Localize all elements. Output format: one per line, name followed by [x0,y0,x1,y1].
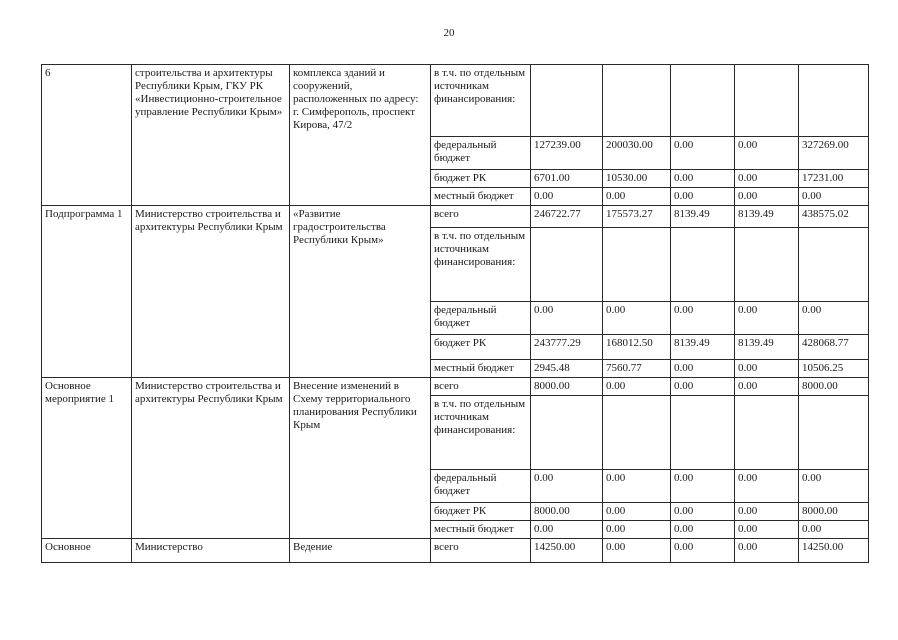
amount-cell: 127239.00 [531,137,603,170]
amount-cell: 8000.00 [531,378,603,396]
group-name: Внесение изменений в Схему территориального планирования Республики Крым [290,378,431,539]
funding-source: местный бюджет [431,360,531,378]
financing-table [41,64,869,563]
group-name: Ведение [290,539,431,563]
funding-source: федеральный бюджет [431,302,531,335]
funding-source: федеральный бюджет [431,470,531,503]
amount-cell: 0.00 [603,470,671,503]
amount-cell: 2945.48 [531,360,603,378]
amount-cell: 0.00 [735,470,799,503]
amount-cell: 438575.02 [799,206,869,228]
amount-cell: 0.00 [603,503,671,521]
table-row [42,206,869,228]
amount-cell [531,396,603,470]
funding-source: в т.ч. по отдельным источникам финансирования: [431,65,531,137]
amount-cell: 0.00 [671,521,735,539]
group-code: Подпрограмма 1 [42,206,132,378]
amount-cell: 0.00 [531,302,603,335]
amount-cell: 175573.27 [603,206,671,228]
amount-cell: 200030.00 [603,137,671,170]
group-executor: Министерство строительства и архитектуры Республики Крым [132,206,290,378]
amount-cell: 0.00 [735,302,799,335]
amount-cell: 428068.77 [799,335,869,360]
amount-cell: 8000.00 [799,378,869,396]
amount-cell: 17231.00 [799,170,869,188]
table-row [42,378,869,396]
amount-cell: 0.00 [735,360,799,378]
funding-source: всего [431,539,531,563]
amount-cell: 7560.77 [603,360,671,378]
funding-source: в т.ч. по отдельным источникам финансирования: [431,228,531,302]
table-row [42,65,869,137]
amount-cell: 168012.50 [603,335,671,360]
table-row [42,539,869,563]
amount-cell: 0.00 [671,170,735,188]
amount-cell [531,65,603,137]
amount-cell: 0.00 [735,137,799,170]
amount-cell: 0.00 [735,378,799,396]
amount-cell: 0.00 [603,302,671,335]
amount-cell: 0.00 [531,521,603,539]
group-executor: Министерство строительства и архитектуры Республики Крым [132,378,290,539]
amount-cell: 8139.49 [671,206,735,228]
funding-source: в т.ч. по отдельным источникам финансирования: [431,396,531,470]
amount-cell: 0.00 [735,521,799,539]
page-number: 20 [443,27,455,39]
amount-cell [603,228,671,302]
amount-cell: 0.00 [671,539,735,563]
amount-cell: 0.00 [603,521,671,539]
amount-cell: 0.00 [735,503,799,521]
funding-source: местный бюджет [431,521,531,539]
amount-cell: 0.00 [531,470,603,503]
group-name: «Развитие градостроительства Республики Крым» [290,206,431,378]
amount-cell: 8139.49 [671,335,735,360]
amount-cell: 0.00 [799,188,869,206]
amount-cell [735,65,799,137]
amount-cell [735,396,799,470]
funding-source: бюджет РК [431,503,531,521]
amount-cell: 0.00 [671,302,735,335]
amount-cell [735,228,799,302]
amount-cell [799,228,869,302]
amount-cell: 8139.49 [735,206,799,228]
funding-source: бюджет РК [431,335,531,360]
amount-cell: 14250.00 [799,539,869,563]
funding-source: всего [431,378,531,396]
amount-cell: 6701.00 [531,170,603,188]
amount-cell: 0.00 [671,188,735,206]
amount-cell: 0.00 [735,170,799,188]
amount-cell: 0.00 [671,470,735,503]
amount-cell [671,396,735,470]
group-executor: строительства и архитектуры Республики Крым, ГКУ РК «Инвестиционно-строительное управление Республики Крым» [132,65,290,206]
amount-cell: 0.00 [671,503,735,521]
amount-cell [799,396,869,470]
amount-cell: 327269.00 [799,137,869,170]
amount-cell: 14250.00 [531,539,603,563]
amount-cell: 0.00 [603,539,671,563]
amount-cell [603,65,671,137]
amount-cell: 0.00 [735,188,799,206]
amount-cell [671,65,735,137]
amount-cell [531,228,603,302]
amount-cell: 0.00 [799,521,869,539]
amount-cell: 0.00 [799,302,869,335]
amount-cell: 0.00 [531,188,603,206]
amount-cell: 0.00 [671,137,735,170]
amount-cell: 0.00 [799,470,869,503]
amount-cell: 8139.49 [735,335,799,360]
amount-cell: 0.00 [735,539,799,563]
amount-cell: 246722.77 [531,206,603,228]
amount-cell: 10506.25 [799,360,869,378]
funding-source: бюджет РК [431,170,531,188]
funding-source: местный бюджет [431,188,531,206]
group-code: 6 [42,65,132,206]
amount-cell: 0.00 [671,378,735,396]
amount-cell [671,228,735,302]
funding-source: федеральный бюджет [431,137,531,170]
amount-cell: 243777.29 [531,335,603,360]
amount-cell [799,65,869,137]
amount-cell [603,396,671,470]
amount-cell: 8000.00 [531,503,603,521]
group-code: Основное [42,539,132,563]
group-executor: Министерство [132,539,290,563]
group-name: комплекса зданий и сооружений, расположенных по адресу: г. Симферополь, проспект Кирова, 47/2 [290,65,431,206]
group-code: Основное мероприятие 1 [42,378,132,539]
amount-cell: 0.00 [603,188,671,206]
amount-cell: 10530.00 [603,170,671,188]
amount-cell: 0.00 [671,360,735,378]
funding-source: всего [431,206,531,228]
amount-cell: 0.00 [603,378,671,396]
amount-cell: 8000.00 [799,503,869,521]
